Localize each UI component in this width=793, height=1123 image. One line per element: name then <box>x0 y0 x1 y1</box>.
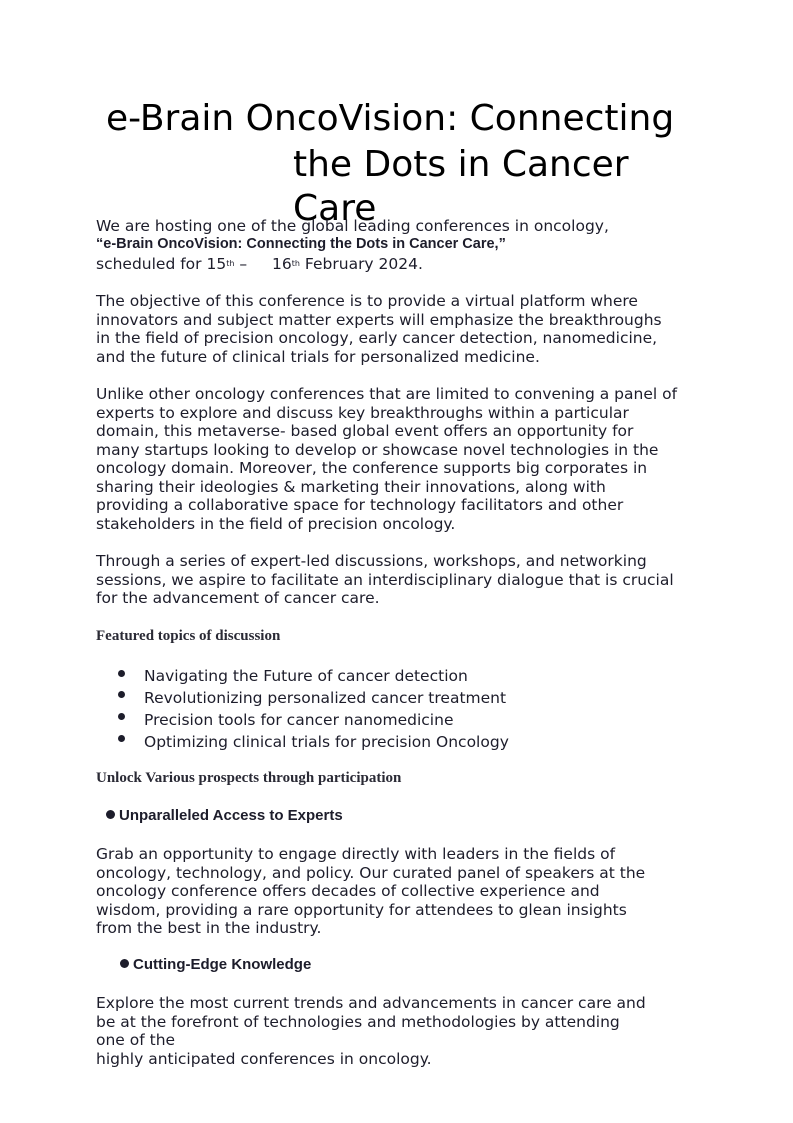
experts-line: oncology conference offers decades of collective experience and <box>96 882 600 900</box>
objective-line: and the future of clinical trials for personalized medicine. <box>96 347 540 366</box>
knowledge-line: Explore the most current trends and advancements in cancer care and <box>96 994 646 1012</box>
knowledge-line: highly anticipated conferences in oncology. <box>96 1049 432 1068</box>
unlike-paragraph <box>96 385 677 533</box>
conference-dates <box>96 255 423 274</box>
objective-line: in the field of precision oncology, early cancer detection, nanomedicine, <box>96 329 658 347</box>
objective-line: The objective of this conference is to provide a virtual platform where <box>96 292 638 310</box>
bullet-icon <box>106 810 115 819</box>
experts-heading: Unparalleled Access to Experts <box>119 807 343 824</box>
unlike-line: providing a collaborative space for technology facilitators and other <box>96 496 624 514</box>
experts-line: Grab an opportunity to engage directly with leaders in the fields of <box>96 845 616 863</box>
date-dash: – <box>234 255 248 273</box>
unlike-line: many startups looking to develop or showcase novel technologies in the <box>96 440 659 459</box>
bullet-icon <box>118 670 125 677</box>
knowledge-paragraph <box>96 994 646 1068</box>
unlike-line: experts to explore and discuss key breakthroughs within a particular <box>96 403 629 422</box>
experts-paragraph <box>96 845 645 938</box>
through-line: Through a series of expert-led discussions, workshops, and networking <box>96 552 647 570</box>
unlike-line: Unlike other oncology conferences that are limited to convening a panel of <box>96 385 678 403</box>
objective-paragraph <box>96 292 662 366</box>
topic-item: Optimizing clinical trials for precision Oncology <box>144 733 509 751</box>
page-title-line-1: e-Brain OncoVision: Connecting <box>106 98 675 139</box>
knowledge-line: one of the <box>96 1031 176 1049</box>
intro-line: We are hosting one of the global leading conferences in oncology, <box>96 217 609 235</box>
knowledge-line: be at the forefront of technologies and methodologies by attending <box>96 1012 620 1031</box>
experts-line: oncology, technology, and policy. Our curated panel of speakers at the <box>96 863 646 882</box>
bullet-icon <box>118 691 125 698</box>
bullet-icon <box>118 735 125 742</box>
date-start: scheduled for 15 <box>96 255 227 273</box>
experts-line: from the best in the industry. <box>96 919 322 937</box>
page-title-line-2: the Dots in Cancer <box>293 144 629 185</box>
conference-name: “e-Brain OncoVision: Connecting the Dots in Cancer Care,” <box>96 236 506 252</box>
through-line: for the advancement of cancer care. <box>96 589 380 607</box>
topic-item: Precision tools for cancer nanomedicine <box>144 711 454 729</box>
date-start-suffix: th <box>226 259 235 268</box>
featured-heading: Featured topics of discussion <box>96 628 281 644</box>
date-end-suffix: th <box>291 259 300 268</box>
knowledge-heading: Cutting-Edge Knowledge <box>133 956 312 973</box>
topic-item: Revolutionizing personalized cancer treatment <box>144 689 507 707</box>
date-month: February 2024. <box>300 255 423 273</box>
bullet-icon <box>120 959 129 968</box>
unlike-line: stakeholders in the field of precision oncology. <box>96 514 456 533</box>
bullet-icon <box>118 713 125 720</box>
unlike-line: oncology domain. Moreover, the conference supports big corporates in <box>96 459 648 477</box>
unlike-line: sharing their ideologies & marketing their innovations, along with <box>96 477 606 496</box>
page-title-line-3: Care <box>293 188 377 229</box>
unlike-line: domain, this metaverse- based global event offers an opportunity for <box>96 422 634 440</box>
date-end: 16 <box>272 255 292 273</box>
topic-item: Navigating the Future of cancer detection <box>144 667 468 685</box>
experts-line: wisdom, providing a rare opportunity for attendees to glean insights <box>96 900 627 919</box>
through-paragraph <box>96 552 674 608</box>
through-line: sessions, we aspire to facilitate an interdisciplinary dialogue that is crucial <box>96 570 674 589</box>
objective-line: innovators and subject matter experts will emphasize the breakthroughs <box>96 310 662 329</box>
unlock-heading: Unlock Various prospects through participation <box>96 770 402 786</box>
